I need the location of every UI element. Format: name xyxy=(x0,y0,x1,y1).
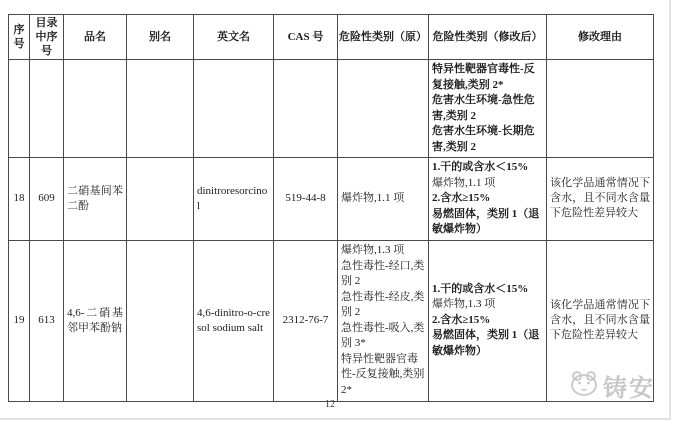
header-reason: 修改理由 xyxy=(547,15,654,60)
cell-seq xyxy=(9,60,30,158)
cell-catalog-no: 613 xyxy=(30,240,64,401)
header-catalog-no: 目录中序号 xyxy=(30,15,64,60)
header-alias: 别名 xyxy=(127,15,194,60)
cell-hazard-revised: 特异性靶器官毒性-反复接触,类别 2* 危害水生环境-急性危害,类别 2 危害水生环境-长期危害,类别 2 xyxy=(429,60,547,158)
watermark-text: 铸安 xyxy=(603,376,655,402)
cell-alias xyxy=(127,60,194,158)
header-hazard-revised: 危险性类别（修改后） xyxy=(429,15,547,60)
cell-name: 4,6-二硝基邻甲苯酚钠 xyxy=(64,240,127,401)
cell-english-name: dinitroresorcinol xyxy=(194,158,274,241)
header-cas-no: CAS 号 xyxy=(274,15,338,60)
cell-name: 二硝基间苯二酚 xyxy=(64,158,127,241)
cell-alias xyxy=(127,158,194,241)
header-hazard-original: 危险性类别（原） xyxy=(338,15,429,60)
cell-seq: 19 xyxy=(9,240,30,401)
cell-english-name: 4,6-dinitro-o-cresol sodium salt xyxy=(194,240,274,401)
header-seq: 序号 xyxy=(9,15,30,60)
cell-hazard-revised: 1.干的或含水＜15% 爆炸物,1.1 项 2.含水≥15% 易燃固体，类别 1（退敏爆炸物） xyxy=(429,158,547,241)
cell-reason xyxy=(547,60,654,158)
cell-hazard-original xyxy=(338,60,429,158)
cell-alias xyxy=(127,240,194,401)
table-row-continuation xyxy=(9,60,654,158)
cell-cas-no: 2312-76-7 xyxy=(274,240,338,401)
cell-catalog-no: 609 xyxy=(30,158,64,241)
table-row-18 xyxy=(9,158,654,241)
cell-cas-no: 519-44-8 xyxy=(274,158,338,241)
cell-name xyxy=(64,60,127,158)
header-name: 品名 xyxy=(64,15,127,60)
cell-reason: 该化学品通常情况下含水，且不同水含量下危险性差异较大 xyxy=(547,158,654,241)
cell-cas-no xyxy=(274,60,338,158)
cell-hazard-original: 爆炸物,1.1 项 xyxy=(338,158,429,241)
table-row-19 xyxy=(9,240,654,401)
cell-reason: 该化学品通常情况下含水，且不同水含量下危险性差异较大 xyxy=(547,240,654,401)
cell-catalog-no xyxy=(30,60,64,158)
cell-seq: 18 xyxy=(9,158,30,241)
header-english-name: 英文名 xyxy=(194,15,274,60)
cell-hazard-revised: 1.干的或含水＜15% 爆炸物,1.3 项 2.含水≥15% 易燃固体，类别 1（退敏爆炸物） xyxy=(429,240,547,401)
hazard-chemicals-table xyxy=(8,14,654,402)
header-row xyxy=(9,15,654,60)
cell-hazard-original: 爆炸物,1.3 项 急性毒性-经口,类别 2 急性毒性-经皮,类别 2 急性毒性-吸入,类别 3* 特异性靶器官毒性-反复接触,类别 2* xyxy=(338,240,429,401)
cell-english-name xyxy=(194,60,274,158)
page-number: 12 xyxy=(325,399,335,410)
